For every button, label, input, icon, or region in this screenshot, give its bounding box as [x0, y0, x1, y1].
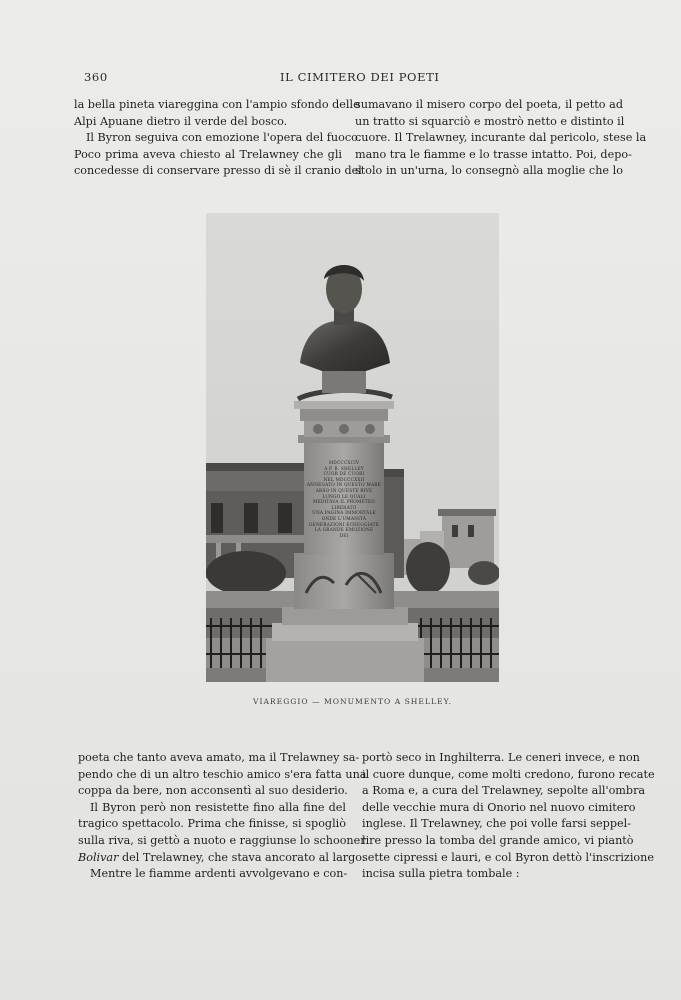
text-line: cuore. Il Trelawney, incurante dal pericolo, stese la	[355, 131, 647, 145]
text-line: Poco prima aveva chiesto al Trelawney che gli	[74, 147, 342, 161]
text-line: incisa sulla pietra tombale :	[362, 867, 520, 881]
text-line: coppa da bere, non acconsentì al suo desiderio.	[78, 784, 348, 798]
text-line: Alpi Apuane dietro il verde del bosco.	[74, 114, 288, 128]
text-line: il cuore dunque, come molti credono, furono recate	[362, 767, 655, 781]
top-left-column	[74, 97, 362, 180]
text-line: sulla riva, si gettò a nuoto e raggiunse lo schooner	[78, 833, 366, 847]
text-line: portò seco in Inghilterra. Le ceneri invece, e non	[362, 751, 640, 764]
text-line: Mentre le fiamme ardenti avvolgevano e con-	[90, 867, 348, 881]
monument-photograph	[206, 213, 499, 682]
figure-caption: VIAREGGIO — MONUMENTO A SHELLEY.	[252, 697, 453, 706]
ship-name: Bolivar	[78, 850, 119, 864]
top-right-column	[355, 97, 647, 180]
bottom-right-column	[362, 750, 655, 883]
monument-inscription: MDCCCXCIV A P. B. SHELLEY CUOR DE CUORI NEL MDCCCXXII ANNEGATO IN QUESTO MARE ARSO IN QUESTE RIVE LUNGO LE QUALI MEDITAVA IL PROMETEO LIBERATO UNA PAGINA IMMORTALE ONDE L'UMANITÀ GENERAZIONI ECHEGGIATE LA GRANDE EMOZIONE DEI	[306, 461, 382, 539]
text-line: sumavano il misero corpo del poeta, il petto ad	[355, 98, 623, 111]
text-line: poeta che tanto aveva amato, ma il Trelawney sa-	[78, 751, 360, 764]
text-line: lire presso la tomba del grande amico, vi piantò	[362, 833, 634, 847]
running-header	[84, 70, 644, 86]
bottom-left-column	[78, 750, 367, 883]
text-line: un tratto si squarciò e mostrò netto e distinto il	[355, 114, 625, 128]
text-line: sette cipressi e lauri, e col Byron dettò l'inscrizione	[362, 850, 654, 864]
page-number: 360	[84, 70, 108, 84]
running-title: IL CIMITERO DEI POETI	[280, 70, 440, 84]
text-line: stolo in un'urna, lo consegnò alla moglie che lo	[355, 164, 623, 178]
text-line: mano tra le fiamme e lo trasse intatto. Poi, depo-	[355, 147, 632, 161]
text-line: inglese. Il Trelawney, che poi volle farsi seppel-	[362, 817, 631, 831]
text-line: Il Byron seguiva con emozione l'opera del fuoco.	[86, 131, 362, 145]
text-line: tragico spettacolo. Prima che finisse, si spogliò	[78, 817, 346, 831]
text-line: pendo che di un altro teschio amico s'era fatta una	[78, 767, 367, 781]
text-line: delle vecchie mura di Onorio nel nuovo cimitero	[362, 800, 636, 814]
text-line: a Roma e, a cura del Trelawney, sepolte all'ombra	[362, 784, 646, 798]
text-line: concedesse di conservare presso di sè il cranio del	[74, 164, 362, 178]
text-line: la bella pineta viareggina con l'ampio sfondo delle	[74, 98, 360, 111]
text-line: Il Byron però non resistette fino alla fine del	[90, 800, 346, 814]
text-line: Bolivar del Trelawney, che stava ancorato al largo.	[78, 850, 366, 864]
